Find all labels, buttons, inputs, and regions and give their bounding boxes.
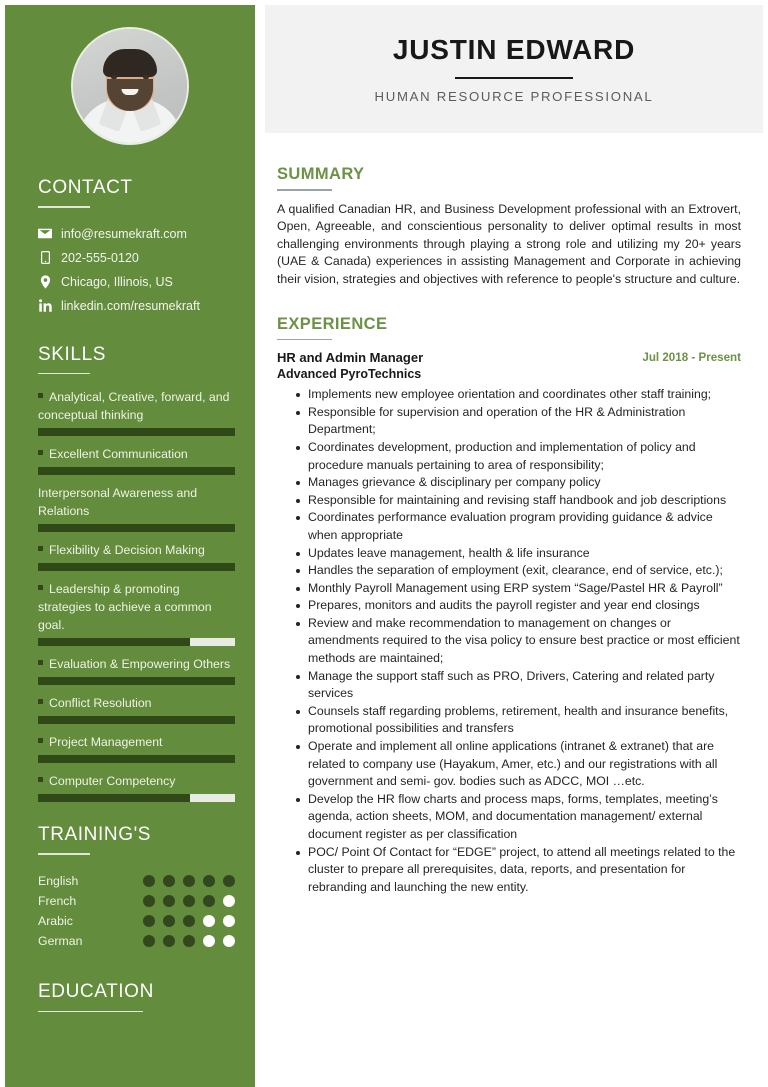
training-item	[38, 931, 255, 951]
skill-item	[38, 655, 235, 685]
skill-label: Conflict Resolution	[38, 694, 235, 712]
skill-label: Excellent Communication	[38, 445, 235, 463]
rating-dot	[203, 895, 215, 907]
skill-label: Project Management	[38, 733, 235, 751]
skill-bar-track	[38, 677, 235, 685]
skill-bar-fill	[38, 794, 190, 802]
skill-bar-track	[38, 716, 235, 724]
skill-bar-fill	[38, 563, 235, 571]
training-item	[38, 891, 255, 911]
skill-bullet-icon	[38, 393, 43, 398]
experience-entry	[277, 350, 741, 896]
job-duty-item: Responsible for supervision and operation of the HR & Administration Department;	[296, 404, 741, 439]
training-label: French	[38, 893, 77, 908]
job-duty-item: Updates leave management, health & life insurance	[296, 545, 741, 563]
contact-phone-text: 202-555-0120	[61, 250, 139, 265]
sidebar	[5, 5, 255, 1087]
summary-section	[277, 165, 741, 289]
envelope-icon	[38, 228, 52, 239]
skill-item	[38, 580, 235, 646]
skill-bar-fill	[38, 524, 235, 532]
job-duty-item: Monthly Payroll Management using ERP system “Sage/Pastel HR & Payroll”	[296, 580, 741, 598]
experience-heading: EXPERIENCE	[277, 314, 388, 333]
summary-heading-rule	[277, 189, 332, 191]
skills-heading: SKILLS	[38, 343, 107, 365]
rating-dot	[223, 935, 235, 947]
skill-label: Computer Competency	[38, 772, 235, 790]
name-divider	[455, 77, 573, 79]
contact-list	[5, 220, 255, 318]
rating-dot	[143, 935, 155, 947]
skill-bar-fill	[38, 755, 235, 763]
skill-bullet-icon	[38, 699, 43, 704]
job-company: Advanced PyroTechnics	[277, 367, 422, 382]
rating-dot	[223, 915, 235, 927]
job-duty-item: Handles the separation of employment (exit, clearance, end of service, etc.);	[296, 562, 741, 580]
training-label: English	[38, 873, 79, 888]
main-content	[255, 5, 763, 1087]
rating-dot	[223, 875, 235, 887]
skill-bullet-icon	[38, 738, 43, 743]
training-rating-dots	[143, 895, 235, 907]
contact-heading: CONTACT	[38, 177, 133, 198]
training-item	[38, 911, 255, 931]
rating-dot	[143, 895, 155, 907]
rating-dot	[203, 935, 215, 947]
contact-item-location[interactable]	[38, 270, 255, 294]
skill-bullet-icon	[38, 450, 43, 455]
skill-bullet-icon	[38, 777, 43, 782]
rating-dot	[183, 915, 195, 927]
skill-bar-track	[38, 467, 235, 475]
rating-dot	[203, 915, 215, 927]
skill-item	[38, 484, 235, 532]
education-heading: EDUCATION	[38, 980, 154, 1002]
job-duties-list	[277, 386, 741, 896]
job-duty-item: Prepares, monitors and audits the payroll register and year end closings	[296, 597, 741, 615]
experience-heading-rule	[277, 339, 332, 341]
job-duty-item: Operate and implement all online applications (intranet & extranet) that are related to company use (Hayakum, Amer, etc.) and our registrations with all government and semi- gov. bodies such as ADCC, MOI …etc.	[296, 738, 741, 791]
skill-bullet-icon	[38, 585, 43, 590]
skill-item	[38, 772, 235, 802]
trainings-heading-rule	[38, 853, 90, 855]
training-item	[38, 871, 255, 891]
skill-item	[38, 445, 235, 475]
skill-bar-track	[38, 563, 235, 571]
job-duty-item: Coordinates performance evaluation program providing guidance & advice when appropriate	[296, 509, 741, 544]
skill-bar-track	[38, 794, 235, 802]
contact-item-linkedin[interactable]	[38, 294, 255, 318]
rating-dot	[183, 895, 195, 907]
rating-dot	[163, 875, 175, 887]
skill-label: Analytical, Creative, forward, and conceptual thinking	[38, 390, 230, 422]
job-duty-item: Counsels staff regarding problems, retirement, health and insurance benefits, promotional possibilities and transfers	[296, 703, 741, 738]
skill-bar-track	[38, 428, 235, 436]
skills-section	[5, 344, 255, 803]
experience-entry-titles	[277, 350, 423, 382]
rating-dot	[163, 915, 175, 927]
rating-dot	[183, 875, 195, 887]
training-label: Arabic	[38, 913, 73, 928]
rating-dot	[143, 875, 155, 887]
skill-bar-track	[38, 755, 235, 763]
rating-dot	[223, 895, 235, 907]
training-rating-dots	[143, 915, 235, 927]
training-label: German	[38, 933, 83, 948]
skill-item	[38, 694, 235, 724]
job-duty-item: Responsible for maintaining and revising staff handbook and job descriptions	[296, 492, 741, 510]
experience-entry-header	[277, 350, 741, 382]
contact-linkedin-text: linkedin.com/resumekraft	[61, 298, 200, 313]
job-duty-item: POC/ Point Of Contact for “EDGE” project, to attend all meetings related to the cluster to prepare all prerequisites, data, reports, and presentation for rebranding and launching the new entity.	[296, 844, 741, 897]
trainings-heading: TRAINING'S	[38, 824, 152, 845]
job-title: HR and Admin Manager	[277, 350, 424, 366]
skill-label: Flexibility & Decision Making	[38, 541, 235, 559]
education-heading-rule	[38, 1011, 143, 1013]
training-rating-dots	[143, 875, 235, 887]
skill-bar-fill	[38, 716, 235, 724]
job-duty-item: Implements new employee orientation and coordinates other staff training;	[296, 386, 741, 404]
training-rating-dots	[143, 935, 235, 947]
job-date-range: Jul 2018 - Present	[642, 351, 741, 365]
contact-item-phone[interactable]	[38, 246, 255, 270]
contact-item-email[interactable]	[38, 222, 255, 246]
rating-dot	[203, 875, 215, 887]
skills-heading-rule	[38, 373, 90, 375]
education-section	[5, 981, 255, 1013]
location-pin-icon	[38, 275, 52, 289]
contact-heading-rule	[38, 206, 90, 208]
skill-bar-fill	[38, 467, 235, 475]
contact-email-text: info@resumekraft.com	[61, 226, 187, 241]
contact-section	[5, 177, 255, 318]
mobile-phone-icon	[38, 251, 52, 264]
skill-bar-track	[38, 638, 235, 646]
avatar-container	[5, 5, 255, 151]
skill-bar-fill	[38, 428, 235, 436]
page-title: JUSTIN EDWARD	[392, 34, 636, 65]
rating-dot	[163, 895, 175, 907]
skill-item	[38, 541, 235, 571]
linkedin-icon	[38, 299, 52, 312]
rating-dot	[183, 935, 195, 947]
skill-label: Leadership & promoting strategies to achieve a common goal.	[38, 582, 212, 632]
trainings-list	[5, 867, 255, 951]
summary-text: A qualified Canadian HR, and Business Development professional with an Extrovert, Open, Agreeable, and conscientious personality to deliver optimal results in most challenging environments through playing a strong role and utilizing my 20+ years (UAE & Canada) experiences in assisting Management and Corporate in achieving their vision, strategies and objectives with reference to people's structure and culture.	[277, 201, 741, 286]
avatar	[71, 27, 189, 145]
skill-bar-fill	[38, 638, 190, 646]
experience-section	[277, 315, 741, 897]
skill-bar-track	[38, 524, 235, 532]
job-duty-item: Manage the support staff such as PRO, Drivers, Catering and related party services	[296, 668, 741, 703]
job-duty-item: Manages grievance & disciplinary per company policy	[296, 474, 741, 492]
skill-bullet-icon	[38, 546, 43, 551]
job-duty-item: Coordinates development, production and implementation of policy and procedure manuals pertaining to area of responsibility;	[296, 439, 741, 474]
skill-label: Evaluation & Empowering Others	[38, 655, 235, 673]
job-duty-item: Develop the HR flow charts and process maps, forms, templates, meeting’s agenda, action sheets, MOM, and documentation management/ external document register as per classification	[296, 791, 741, 844]
skill-item	[38, 388, 235, 436]
skill-bar-fill	[38, 677, 235, 685]
skill-label: Interpersonal Awareness and Relations	[38, 486, 198, 518]
rating-dot	[163, 935, 175, 947]
name-banner	[265, 5, 763, 133]
rating-dot	[143, 915, 155, 927]
trainings-section	[5, 824, 255, 951]
skills-list	[5, 386, 255, 802]
contact-location-text: Chicago, Illinois, US	[61, 274, 173, 289]
job-duty-item: Review and make recommendation to management on changes or amendments required to the visa policy to ensure best practice or most efficient methods are maintained;	[296, 615, 741, 668]
skill-bullet-icon	[38, 660, 43, 665]
skill-item	[38, 733, 235, 763]
job-role-subtitle: HUMAN RESOURCE PROFESSIONAL	[374, 89, 654, 104]
summary-heading: SUMMARY	[277, 165, 365, 183]
